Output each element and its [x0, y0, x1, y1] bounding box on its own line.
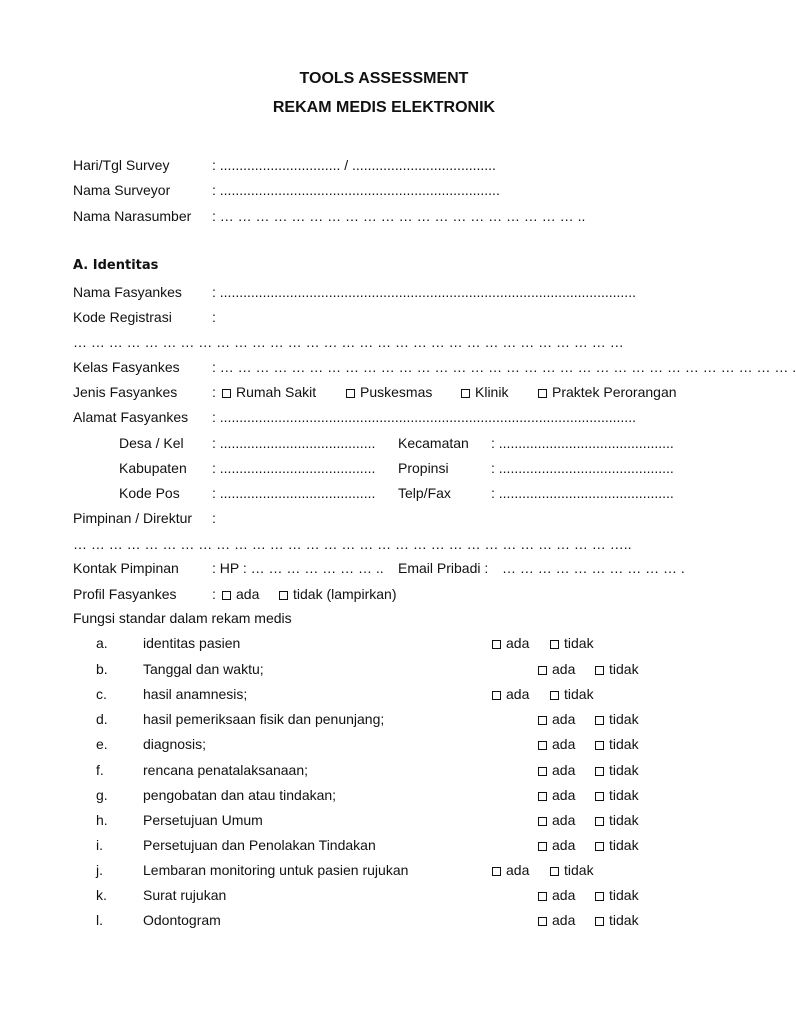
checkbox-icon[interactable] [595, 741, 604, 750]
item-letter: j. [96, 862, 103, 878]
option-ada[interactable]: ada [538, 734, 575, 754]
kodepos-telp-row [119, 483, 709, 503]
email-label: Email Pribadi : [398, 560, 489, 576]
checkbox-icon[interactable] [492, 691, 501, 700]
item-text: identitas pasien [143, 635, 241, 651]
pimpinan-colon: : [212, 510, 216, 526]
checkbox-icon[interactable] [222, 591, 231, 600]
alamat-fasyankes-field: : ........................................................................................................... [212, 409, 636, 425]
item-text: hasil pemeriksaan fisik dan penunjang; [143, 711, 385, 727]
kelas-fasyankes-row [73, 357, 796, 377]
option-tidak[interactable]: tidak [595, 709, 639, 729]
profil-row [73, 584, 703, 604]
jenis-fasyankes-colon: : [212, 384, 216, 400]
item-text: rencana penatalaksanaan; [143, 762, 309, 778]
option-ada[interactable]: ada [538, 810, 575, 830]
checkbox-icon[interactable] [279, 591, 288, 600]
checkbox-icon[interactable] [538, 716, 547, 725]
checkbox-icon[interactable] [538, 817, 547, 826]
option-tidak[interactable]: tidak [595, 659, 639, 679]
kontak-row [73, 558, 703, 578]
pimpinan-label: Pimpinan / Direktur [73, 510, 193, 526]
checkbox-icon[interactable] [538, 666, 547, 675]
survey-date-label: Hari/Tgl Survey [73, 157, 170, 173]
jenis-option-rumah-sakit[interactable]: Rumah Sakit [222, 382, 316, 402]
jenis-fasyankes-row [73, 382, 703, 402]
profil-option-tidak[interactable]: tidak (lampirkan) [279, 584, 396, 604]
desa-label: Desa / Kel [119, 435, 184, 451]
checkbox-icon[interactable] [461, 389, 470, 398]
fungsi-item [0, 860, 768, 880]
pimpinan-row [73, 508, 703, 528]
item-letter: i. [96, 837, 103, 853]
option-tidak[interactable]: tidak [595, 910, 639, 930]
fungsi-item [0, 734, 768, 754]
item-text: Tanggal dan waktu; [143, 661, 264, 677]
checkbox-icon[interactable] [492, 867, 501, 876]
survey-date-row [73, 155, 713, 175]
item-text: hasil anamnesis; [143, 686, 248, 702]
surveyor-label: Nama Surveyor [73, 182, 171, 198]
jenis-option-puskesmas[interactable]: Puskesmas [346, 382, 432, 402]
item-text: Odontogram [143, 912, 221, 928]
surveyor-row [73, 180, 713, 200]
option-tidak[interactable]: tidak [595, 785, 639, 805]
option-ada[interactable]: ada [492, 860, 529, 880]
propinsi-label: Propinsi [398, 460, 449, 476]
checkbox-icon[interactable] [538, 767, 547, 776]
nama-fasyankes-label: Nama Fasyankes [73, 284, 182, 300]
checkbox-icon[interactable] [538, 792, 547, 801]
survey-date-field: : ............................... / ..................................... [212, 157, 496, 173]
telp-label: Telp/Fax [398, 485, 451, 501]
narasumber-label: Nama Narasumber [73, 208, 192, 224]
item-letter: l. [96, 912, 103, 928]
desa-field: : ........................................ [212, 435, 376, 451]
fungsi-item [0, 910, 768, 930]
checkbox-icon[interactable] [595, 817, 604, 826]
jenis-option-klinik[interactable]: Klinik [461, 382, 508, 402]
option-ada[interactable]: ada [538, 785, 575, 805]
checkbox-icon[interactable] [595, 792, 604, 801]
item-letter: e. [96, 736, 108, 752]
option-ada[interactable]: ada [538, 760, 575, 780]
profil-option-ada[interactable]: ada [222, 584, 259, 604]
option-ada[interactable]: ada [538, 659, 575, 679]
kecamatan-label: Kecamatan [398, 435, 469, 451]
option-tidak[interactable]: tidak [595, 885, 639, 905]
checkbox-icon[interactable] [595, 892, 604, 901]
kelas-fasyankes-label: Kelas Fasyankes [73, 359, 180, 375]
checkbox-icon[interactable] [538, 389, 547, 398]
alamat-fasyankes-label: Alamat Fasyankes [73, 409, 189, 425]
item-text: Persetujuan dan Penolakan Tindakan [143, 837, 376, 853]
kodepos-field: : ........................................ [212, 485, 376, 501]
checkbox-icon[interactable] [538, 842, 547, 851]
fungsi-item [0, 659, 768, 679]
option-tidak[interactable]: tidak [595, 835, 639, 855]
fungsi-item [0, 760, 768, 780]
checkbox-icon[interactable] [595, 716, 604, 725]
narasumber-row [73, 206, 713, 226]
item-text: diagnosis; [143, 736, 207, 752]
checkbox-icon[interactable] [595, 767, 604, 776]
option-ada[interactable]: ada [538, 910, 575, 930]
checkbox-icon[interactable] [550, 640, 559, 649]
desa-kecamatan-row [119, 433, 709, 453]
checkbox-icon[interactable] [550, 867, 559, 876]
checkbox-icon[interactable] [595, 917, 604, 926]
fungsi-item [0, 709, 768, 729]
kodepos-label: Kode Pos [119, 485, 180, 501]
option-ada[interactable]: ada [538, 835, 575, 855]
option-tidak[interactable]: tidak [595, 810, 639, 830]
fungsi-item [0, 810, 768, 830]
item-letter: c. [96, 686, 107, 702]
option-tidak[interactable]: tidak [550, 684, 594, 704]
pimpinan-field: … … … … … … … … … … … … … … … … … … … … … … … … … … … … … … ….. [73, 536, 632, 552]
kode-registrasi-label: Kode Registrasi [73, 309, 172, 325]
checkbox-icon[interactable] [595, 842, 604, 851]
checkbox-icon[interactable] [346, 389, 355, 398]
item-letter: f. [96, 762, 104, 778]
email-field: … … … … … … … … … … . [502, 560, 685, 576]
nama-fasyankes-field: : ........................................................................................................... [212, 284, 636, 300]
jenis-fasyankes-label: Jenis Fasyankes [73, 384, 178, 400]
section-a-heading: A. Identitas [73, 258, 159, 273]
document-title: TOOLS ASSESSMENT [299, 70, 469, 87]
alamat-fasyankes-row [73, 407, 703, 427]
checkbox-icon[interactable] [538, 917, 547, 926]
option-ada[interactable]: ada [492, 633, 529, 653]
nama-fasyankes-row [73, 282, 703, 302]
item-letter: k. [96, 887, 107, 903]
checkbox-icon[interactable] [538, 892, 547, 901]
option-tidak[interactable]: tidak [550, 860, 594, 880]
kecamatan-field: : ............................................. [491, 435, 674, 451]
item-letter: g. [96, 787, 108, 803]
jenis-option-praktek-perorangan[interactable]: Praktek Perorangan [538, 382, 677, 402]
narasumber-field: : … … … … … … … … … … … … … … … … … … … … .. [212, 208, 586, 224]
option-tidak[interactable]: tidak [550, 633, 594, 653]
checkbox-icon[interactable] [595, 666, 604, 675]
kabupaten-propinsi-row [119, 458, 709, 478]
surveyor-field: : ........................................................................ [212, 182, 500, 198]
kontak-label: Kontak Pimpinan [73, 560, 179, 576]
item-letter: h. [96, 812, 108, 828]
option-ada[interactable]: ada [492, 684, 529, 704]
checkbox-icon[interactable] [492, 640, 501, 649]
telp-field: : ............................................. [491, 485, 674, 501]
option-ada[interactable]: ada [538, 709, 575, 729]
fungsi-item [0, 835, 768, 855]
item-text: Persetujuan Umum [143, 812, 263, 828]
fungsi-item [0, 785, 768, 805]
option-tidak[interactable]: tidak [595, 734, 639, 754]
checkbox-icon[interactable] [538, 741, 547, 750]
item-letter: a. [96, 635, 108, 651]
kode-registrasi-row [73, 307, 703, 327]
checkbox-icon[interactable] [550, 691, 559, 700]
kelas-fasyankes-field: : … … … … … … … … … … … … … … … … … … … … … … … … … … … … … … … … . [212, 359, 796, 375]
checkbox-icon[interactable] [222, 389, 231, 398]
fungsi-item [0, 633, 768, 653]
propinsi-field: : ............................................. [491, 460, 674, 476]
kode-registrasi-colon: : [212, 309, 216, 325]
item-text: Lembaran monitoring untuk pasien rujukan [143, 862, 409, 878]
kontak-hp-field: : HP : … … … … … … … .. [212, 560, 384, 576]
kabupaten-field: : ........................................ [212, 460, 376, 476]
item-letter: d. [96, 711, 108, 727]
option-tidak[interactable]: tidak [595, 760, 639, 780]
document-subtitle: REKAM MEDIS ELEKTRONIK [272, 99, 496, 116]
profil-label: Profil Fasyankes [73, 586, 177, 602]
fungsi-item [0, 885, 768, 905]
kabupaten-label: Kabupaten [119, 460, 187, 476]
fungsi-heading: Fungsi standar dalam rekam medis [73, 610, 292, 626]
item-text: pengobatan dan atau tindakan; [143, 787, 337, 803]
item-text: Surat rujukan [143, 887, 227, 903]
fungsi-item [0, 684, 768, 704]
profil-colon: : [212, 586, 216, 602]
kode-registrasi-field: … … … … … … … … … … … … … … … … … … … … … … … … … … … … … … … [73, 334, 624, 350]
item-letter: b. [96, 661, 108, 677]
option-ada[interactable]: ada [538, 885, 575, 905]
